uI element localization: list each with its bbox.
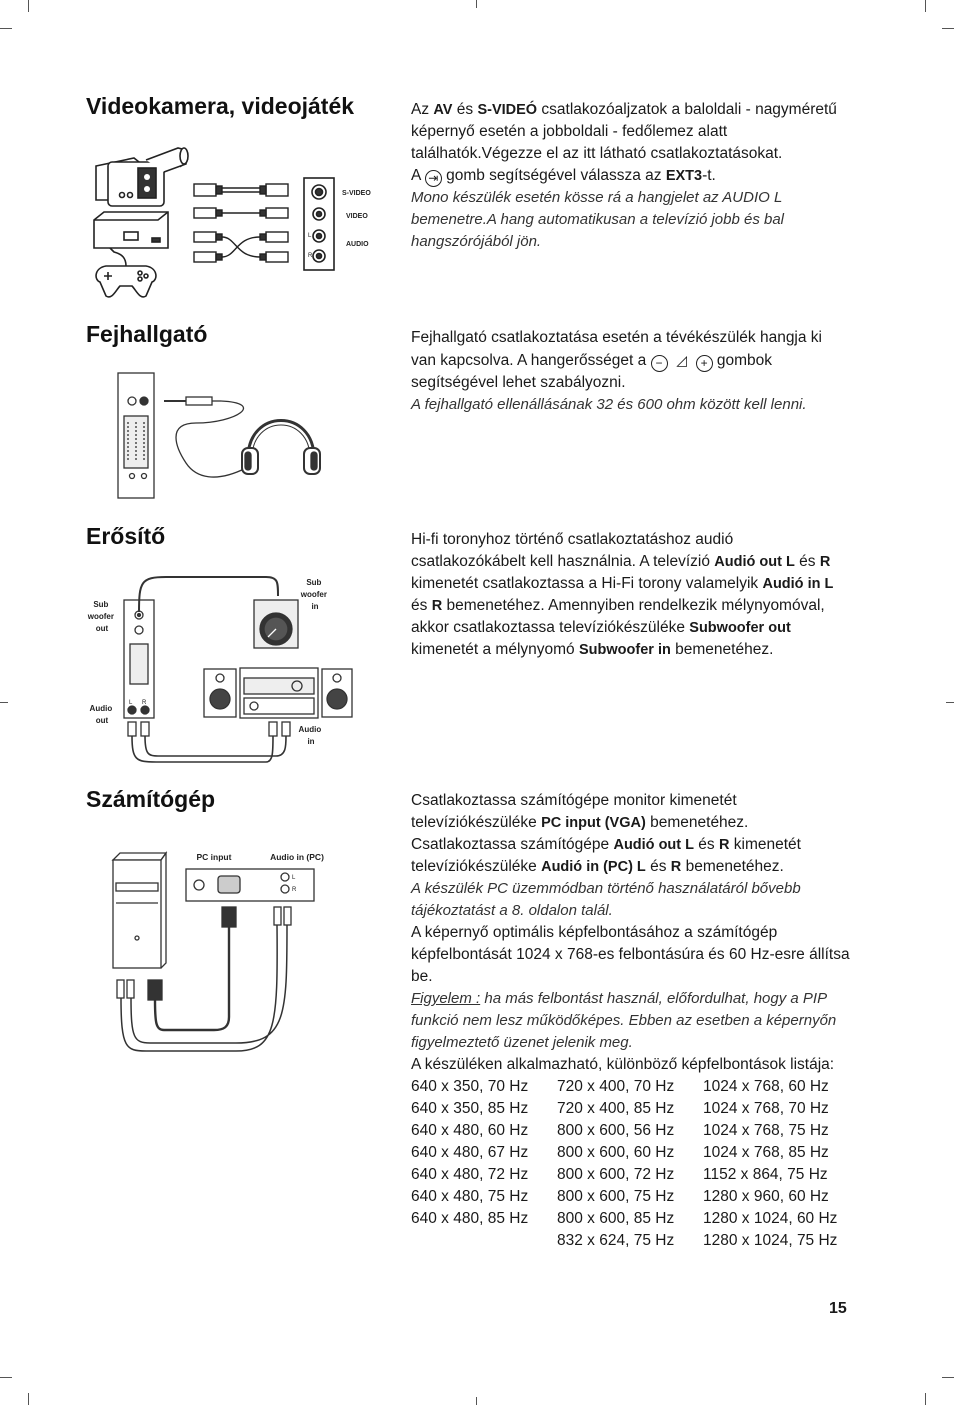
resolution-cell: 1024 x 768, 60 Hz [703, 1078, 829, 1095]
video-note: Mono készülék esetén kösse rá a hangjelet az AUDIO L bemenetre.A hang automatikusan a televízió jobb és bal hangszórójából jön. [411, 189, 785, 250]
crop-mark [942, 1377, 954, 1378]
headphone-text [411, 327, 851, 416]
resolution-cell: 640 x 480, 72 Hz [411, 1166, 529, 1183]
resolution-cell: 1024 x 768, 85 Hz [703, 1144, 829, 1161]
svg-text:Audio out [90, 704, 115, 725]
label-audio: AUDIO [346, 241, 369, 248]
resolution-cell: 800 x 600, 60 Hz [557, 1144, 675, 1161]
resolution-cell: 1152 x 864, 75 Hz [703, 1166, 828, 1183]
audio-in-label-2: in [307, 737, 315, 746]
crop-mark [0, 1377, 12, 1378]
resolution-cell [411, 1230, 557, 1252]
amp-paragraph: Hi-fi toronyhoz történő csatlakoztatáshoz audió csatlakozókábelt kell használnia. A televízió Audió out L és R kimenetét csatlakoztassa a Hi-Fi torony valamelyik Audió in L és R bemenetéhez. Amennyiben rendelkezik mélynyomóval, akkor csatlakoztassa televíziókészüléke Subwoofer out kimenetét a mélynyomó Subwoofer in bemenetéhez. [411, 531, 834, 658]
resolution-cell: 1280 x 960, 60 Hz [703, 1188, 829, 1205]
sub-out-label-2: woofer [87, 612, 114, 621]
resolution-row [411, 1186, 837, 1208]
resolution-cell: 720 x 400, 85 Hz [557, 1100, 675, 1117]
sub-in-label-2: woofer [300, 590, 327, 599]
crop-mark [0, 28, 12, 29]
section-title-pc: Számítógép [86, 786, 216, 812]
amp-text [411, 529, 851, 661]
label-video: VIDEO [346, 213, 368, 220]
video-select-instruction: A ⇥ gomb segítségével válassza az EXT3-t. [411, 167, 716, 185]
label-svideo: S-VIDEO [342, 190, 371, 197]
sub-out-label-1: Sub [93, 600, 109, 609]
pc-paragraph-2: A képernyő optimális képfelbontásához a számítógép képfelbontását 1024 x 768-es felbontásúra és 60 Hz-esre állítsa be. [411, 924, 850, 985]
resolution-cell: 640 x 480, 85 Hz [411, 1210, 529, 1227]
pc-note: A készülék PC üzemmódban történő használatáról bővebb tájékoztatást a 8. oldalon talál. [411, 880, 801, 919]
resolution-cell: 640 x 480, 75 Hz [411, 1188, 529, 1205]
audio-in-label-1: Audio [298, 725, 322, 734]
crop-mark [476, 1397, 477, 1405]
section-title-video: Videokamera, videojáték [86, 93, 355, 119]
resolution-cell: 640 x 480, 67 Hz [411, 1144, 529, 1161]
headphone-diagram [86, 368, 346, 503]
audio-out-label-2: out [95, 716, 109, 725]
audio-in-pc-label: Audio in (PC) [270, 852, 324, 862]
crop-mark [942, 28, 954, 29]
svg-text:Audio in [299, 725, 324, 746]
page-number: 15 [829, 1300, 847, 1317]
resolution-cell: 832 x 624, 75 Hz [557, 1232, 675, 1249]
crop-mark [0, 702, 8, 703]
resolution-cell: 800 x 600, 56 Hz [557, 1122, 675, 1139]
resolution-cell: 640 x 480, 60 Hz [411, 1122, 529, 1139]
resolution-cell: 1024 x 768, 75 Hz [703, 1122, 829, 1139]
pc-text [411, 790, 851, 1252]
label-l: L [308, 233, 312, 239]
resolution-cell: 640 x 350, 85 Hz [411, 1100, 529, 1117]
resolution-row [411, 1120, 837, 1142]
svg-text:Sub woofer in [300, 578, 329, 611]
sub-in-label-3: in [311, 602, 319, 611]
pc-diagram [86, 845, 336, 1060]
headphone-paragraph: Fejhallgató csatlakoztatása esetén a tévékészülék hangja ki van kapcsolva. A hangerősséget a − ◿ + gombok segítségével lehet szabályozni. [411, 329, 822, 391]
resolution-cell: 800 x 600, 75 Hz [557, 1188, 675, 1205]
volume-minus-icon: − [651, 355, 668, 372]
resolution-row [411, 1164, 837, 1186]
pc-warning: Figyelem : ha más felbontást használ, előfordulhat, hogy a PIP funkció nem lesz működőképes. Ebben az esetben a képernyőn figyelmeztető üzenet jelenik meg. [411, 990, 837, 1051]
pc-l-label: L [292, 875, 296, 881]
crop-mark [28, 0, 29, 12]
resolution-cell: 1280 x 1024, 75 Hz [703, 1232, 838, 1249]
resolution-row [411, 1230, 837, 1252]
sub-out-label-3: out [95, 624, 109, 633]
resolution-cell: 1024 x 768, 70 Hz [703, 1100, 829, 1117]
crop-mark [476, 0, 477, 8]
headphone-note: A fejhallgató ellenállásának 32 és 600 ohm között kell lenni. [411, 396, 807, 413]
crop-mark [946, 702, 954, 703]
video-diagram [86, 140, 386, 305]
resolution-cell: 800 x 600, 72 Hz [557, 1166, 675, 1183]
resolution-cell: 720 x 400, 70 Hz [557, 1078, 675, 1095]
pc-paragraph-1: Csatlakoztassa számítógépe monitor kimenetét televíziókészüléke PC input (VGA) bemenetéhez. Csatlakoztassa számítógépe Audió out L és R kimenetét televíziókészüléke Audió in (PC) L és R bemenetéhez. [411, 792, 801, 875]
crop-mark [925, 1393, 926, 1405]
sub-in-label-1: Sub [306, 578, 322, 587]
resolution-cell: 1280 x 1024, 60 Hz [703, 1210, 838, 1227]
input-select-icon: ⇥ [425, 170, 442, 187]
video-text [411, 99, 851, 253]
section-title-headphone: Fejhallgató [86, 321, 208, 347]
resolution-cell: 640 x 350, 70 Hz [411, 1078, 529, 1095]
crop-mark [28, 1393, 29, 1405]
resolution-table [411, 1076, 837, 1252]
resolution-row [411, 1142, 837, 1164]
pc-input-label: PC input [196, 852, 232, 862]
resolution-row [411, 1208, 837, 1230]
section-title-amp: Erősítő [86, 523, 166, 549]
label-r: R [308, 253, 313, 259]
amp-l-label: L [129, 700, 133, 706]
pc-r-label: R [292, 887, 297, 893]
audio-out-label-1: Audio [89, 704, 113, 713]
resolution-row [411, 1076, 837, 1098]
resolution-row [411, 1098, 837, 1120]
resolution-list-intro: A készüléken alkalmazható, különböző képfelbontások listája: [411, 1056, 835, 1073]
amplifier-diagram [86, 572, 366, 767]
volume-plus-icon: + [696, 355, 713, 372]
crop-mark [925, 0, 926, 12]
video-paragraph: Az AV és S-VIDEÓ csatlakozóaljzatok a baloldali - nagyméretű képernyő esetén a jobboldali - fedőlemez alatt találhatók.Végezze el az itt látható csatlakoztatásokat. [411, 101, 837, 162]
svg-text:Sub woofer out [87, 600, 116, 633]
volume-icon: ◿ [676, 352, 687, 368]
amp-r-label: R [142, 700, 147, 706]
resolution-cell: 800 x 600, 85 Hz [557, 1210, 675, 1227]
